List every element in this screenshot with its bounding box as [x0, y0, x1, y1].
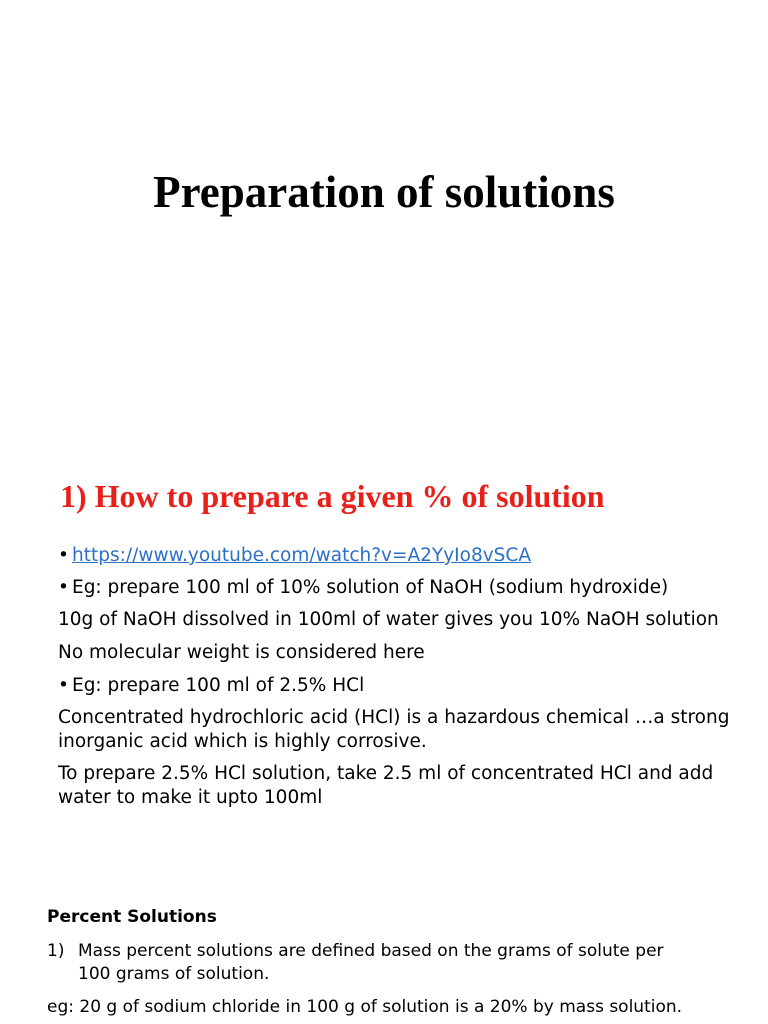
bullet-icon: • — [58, 577, 69, 598]
percent-solutions-heading: Percent Solutions — [47, 907, 217, 927]
bullet-row-naoh — [58, 576, 668, 600]
text-line: To prepare 2.5% HCl solution, take 2.5 ml of concentrated HCl and add — [58, 763, 714, 784]
bullet-icon: • — [58, 675, 69, 696]
text-line: water to make it upto 100ml — [58, 787, 323, 808]
text-line: eg: 20 g of sodium chloride in 100 g of solution is a 20% by mass solution. — [47, 997, 683, 1017]
text-line: Mass percent solutions are defined based on the grams of solute per — [78, 941, 664, 961]
text-line: Eg: prepare 100 ml of 2.5% HCl — [72, 675, 365, 696]
bullet-icon: • — [58, 545, 69, 566]
page-title: Preparation of solutions — [153, 167, 615, 217]
text-line: Concentrated hydrochloric acid (HCl) is a hazardous chemical …a strong — [58, 707, 730, 728]
bullet-link-row — [58, 544, 531, 568]
text-line: No molecular weight is considered here — [58, 642, 425, 663]
bullet-row-hcl — [58, 674, 364, 698]
list-number: 1) — [47, 941, 65, 961]
text-line: 100 grams of solution. — [78, 964, 270, 984]
text-line: inorganic acid which is highly corrosive. — [58, 731, 427, 752]
text-line: 10g of NaOH dissolved in 100ml of water gives you 10% NaOH solution — [58, 609, 719, 630]
section-heading: 1) How to prepare a given % of solution — [60, 478, 605, 514]
youtube-link[interactable]: https://www.youtube.com/watch?v=A2YyIo8vSCA — [72, 545, 531, 566]
text-line: Eg: prepare 100 ml of 10% solution of NaOH (sodium hydroxide) — [72, 577, 669, 598]
